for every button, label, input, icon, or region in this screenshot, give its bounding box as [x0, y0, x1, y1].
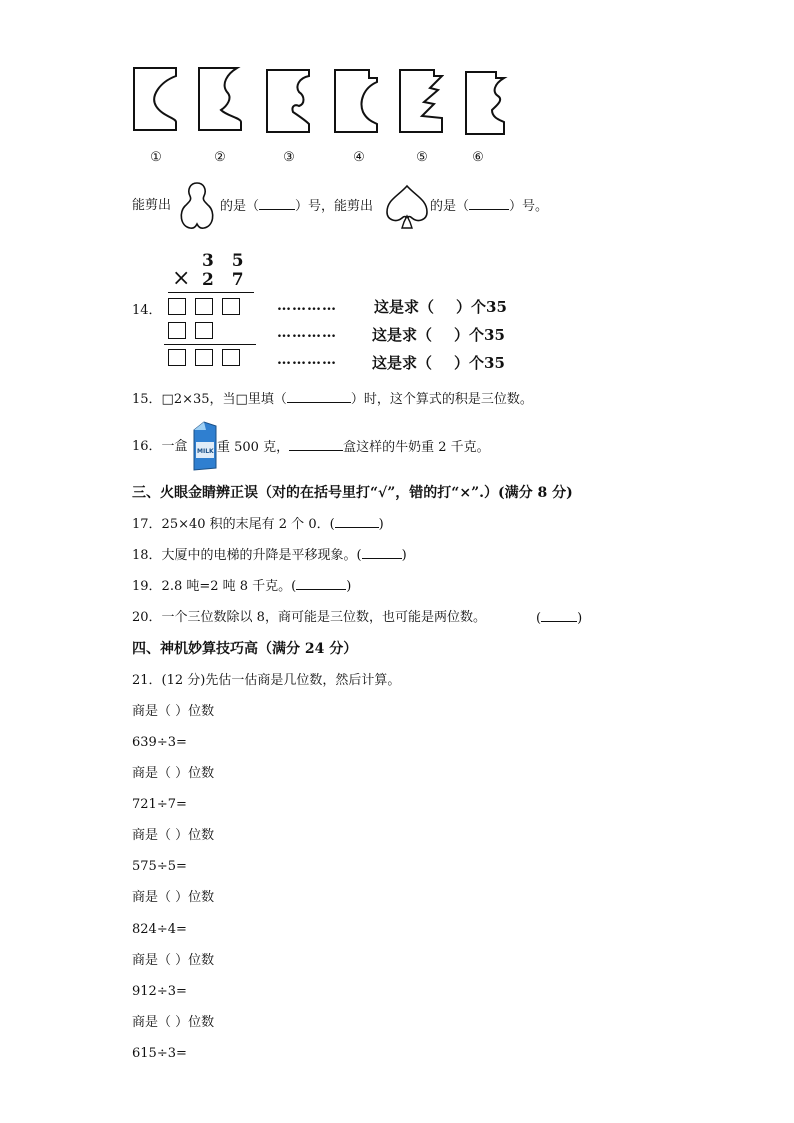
q21-quotient-2: 商是（ ）位数 — [132, 766, 215, 781]
q21-expr-1: 639÷3= — [132, 735, 187, 750]
q21-quotient-3: 商是（ ）位数 — [132, 828, 215, 843]
shape-3 — [265, 68, 311, 134]
shape-5 — [398, 68, 444, 134]
q21-quotient-6: 商是（ ）位数 — [132, 1015, 215, 1030]
shape-6 — [464, 70, 510, 136]
q21-expr-3: 575÷5= — [132, 859, 187, 874]
answer-box[interactable] — [168, 298, 186, 315]
answer-box[interactable] — [168, 349, 186, 366]
q21-quotient-4: 商是（ ）位数 — [132, 890, 215, 905]
q14-top-digits: 3 5 — [202, 251, 250, 271]
times-sign: × — [172, 266, 191, 291]
q19-text: 19．2.8 吨=2 吨 8 千克。( ) — [132, 579, 352, 594]
q17-text: 17．25×40 积的末尾有 2 个 0．( ) — [132, 517, 384, 532]
answer-box[interactable] — [195, 349, 213, 366]
q13-text-mid3: 的是（ ）号。 — [430, 199, 549, 214]
shape-label-2: ② — [214, 150, 226, 165]
shape-1 — [132, 66, 178, 132]
q21-expr-4: 824÷4= — [132, 922, 187, 937]
q14-dots-1: ………… — [277, 298, 337, 314]
q21-expr-2: 721÷7= — [132, 797, 187, 812]
q14-number: 14． — [132, 303, 162, 318]
shape-label-4: ④ — [353, 150, 365, 165]
q14-row-2: 这是求（ ）个35 — [372, 326, 505, 344]
q14-dots-3: ………… — [277, 352, 337, 368]
q16-text: 重 500 克， 盒这样的牛奶重 2 千克。 — [217, 440, 490, 455]
q14-dots-2: ………… — [277, 325, 337, 341]
q16-text-a: 16．一盒 — [132, 439, 188, 454]
answer-box[interactable] — [222, 349, 240, 366]
q20-text: 20．一个三位数除以 8，商可能是三位数，也可能是两位数。 — [132, 610, 486, 625]
answer-box[interactable] — [195, 298, 213, 315]
answer-box[interactable] — [168, 322, 186, 339]
q21-quotient-1: 商是（ ）位数 — [132, 704, 215, 719]
section-3-title: 三、火眼金睛辨正误（对的在括号里打“√”，错的打“×”.）(满分 8 分) — [132, 485, 573, 501]
shape-4 — [333, 68, 379, 134]
milk-label: MILK — [197, 448, 214, 455]
shape-label-6: ⑥ — [472, 150, 484, 165]
section-4-title: 四、神机妙算技巧高（满分 24 分） — [132, 641, 358, 657]
q21-quotient-5: 商是（ ）位数 — [132, 953, 215, 968]
gourd-icon — [174, 180, 220, 232]
q15-text: 15．□2×35，当□里填（ ）时，这个算式的积是三位数。 — [132, 392, 533, 407]
shape-label-3: ③ — [283, 150, 295, 165]
q14-row-3: 这是求（ ）个35 — [372, 354, 505, 372]
q14-line-1 — [168, 292, 254, 293]
q21-expr-6: 615÷3= — [132, 1046, 187, 1061]
q13-text-prefix: 能剪出 — [132, 198, 172, 213]
q21-intro: 21．(12 分)先估一估商是几位数，然后计算。 — [132, 673, 401, 688]
q14-bottom-digits: 2 7 — [202, 270, 250, 290]
q18-text: 18．大厦中的电梯的升降是平移现象。( ) — [132, 548, 407, 563]
shape-label-1: ① — [150, 150, 162, 165]
q14-line-2 — [164, 344, 256, 345]
answer-box[interactable] — [222, 298, 240, 315]
q21-expr-5: 912÷3= — [132, 984, 187, 999]
q13-text-mid1: 的是（ ）号，能剪出 — [220, 199, 374, 214]
spade-icon — [384, 182, 430, 232]
q14-row-1: 这是求（ ）个35 — [374, 298, 507, 316]
shape-label-5: ⑤ — [416, 150, 428, 165]
q20-answer: ( ) — [536, 611, 583, 626]
milk-carton-icon — [188, 420, 218, 472]
answer-box[interactable] — [195, 322, 213, 339]
shape-2 — [197, 66, 243, 132]
